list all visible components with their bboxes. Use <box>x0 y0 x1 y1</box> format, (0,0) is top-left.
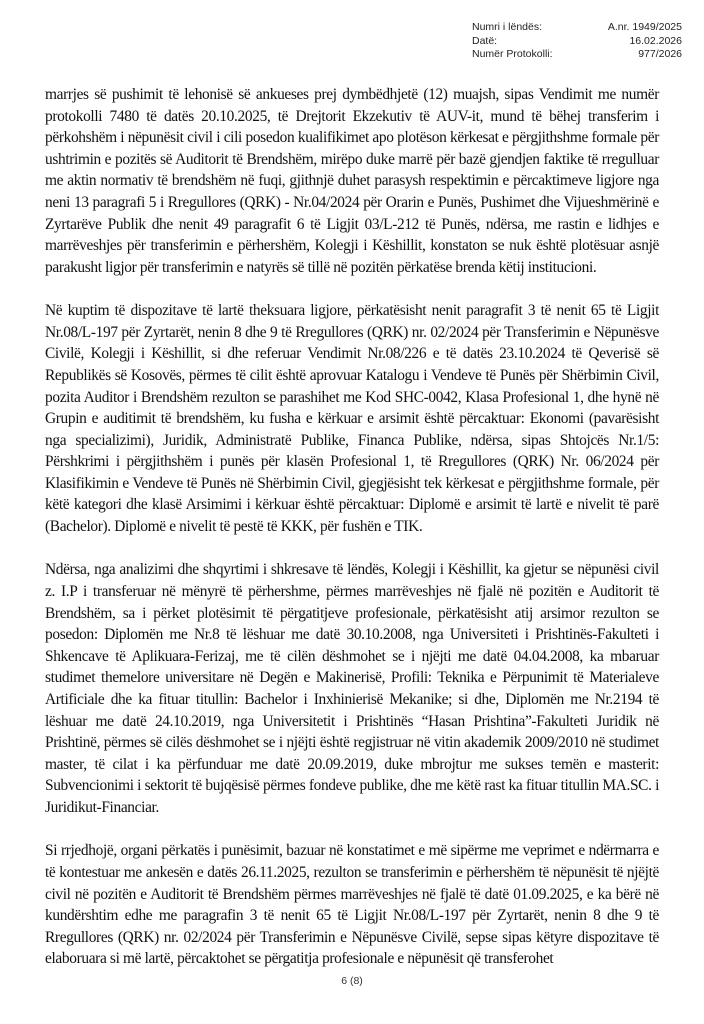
case-number-label: Numri i lëndës: <box>472 21 543 33</box>
document-body <box>45 84 659 992</box>
protocol-number-value: 977/2026 <box>638 48 682 60</box>
date-label: Datë: <box>472 34 498 47</box>
date-value: 16.02.2026 <box>629 34 682 47</box>
date-row <box>472 35 682 49</box>
paragraph: marrjes së pushimit të lehonisë së ankueses prej dymbëdhjetë (12) muajsh, sipas Vendimit me numër protokolli 7480 të datës 20.10.2025, të Drejtorit Ekzekutiv të AUV-it, mund të bëhej transferim i përkohshëm i nëpunësit civil i cili posedon kualifikimet apo plotëson kërkesat e përgjithshme formale për ushtrimin e pozitës së Auditorit të Brendshëm, mirëpo duke marrë për bazë gjendjen faktike të rregulluar me aktin normativ të brendshëm në fuqi, gjithnjë duhet parasysh respektimin e përcaktimeve ligjore nga neni 13 paragrafi 5 i Rregullores (QRK) - Nr.04/2024 për Orarin e Punës, Pushimet dhe Vijueshmërinë e Zyrtarëve Publik dhe nenit 49 paragrafit 6 të Ligjit 03/L-212 të Punës, ndërsa, me rastin e lidhjes e marrëveshjes për transferimin e përhershëm, Kolegji i Këshillit, konstaton se nuk është plotësuar asnjë parakusht ligjor për transferimin e natyrës së tillë në pozitën përkatëse brenda këtij institucioni. <box>45 86 659 276</box>
paragraph: Ndërsa, nga analizimi dhe shqyrtimi i shkresave të lëndës, Kolegji i Këshillit, ka gjetur se nëpunësi civil z. I.P i transferuar në mënyrë të përhershme, përmes marrëveshjes në fjalë në pozitën e Auditorit të Brendshëm, sa i përket plotësimit të përgatitjeve profesionale, përkatësisht atij arsimor rezulton se posedon: Diplomën me Nr.8 të lëshuar me datë 30.10.2008, nga Universiteti i Prishtinës-Fakulteti i Shkencave të Aplikuara-Ferizaj, me të cilën dëshmohet se i njëjti me datë 04.04.2008, ka mbaruar studimet themelore universitare në Degën e Makinerisë, Profili: Teknika e Përpunimit të Materialeve Artificiale dhe ka fituar titullin: Bachelor i Inxhinierisë Mekanike; si dhe, Diplomën me Nr.2194 të lëshuar me datë 24.10.2019, nga Universitetit i Prishtinës “Hasan Prishtina”-Fakulteti Juridik në Prishtinë, përmes së cilës dëshmohet se i njëjti është regjistruar në vitin akademik 2009/2010 në studimet master, të cilat i ka përfunduar me datë 20.09.2019, duke mbrojtur me sukses temën e masterit: Subvencionimi i sektorit të bujqësisë përmes fondeve publike, dhe me këtë rast ka fituar titullin MA.SC. i Juridikut-Financiar. <box>45 561 659 816</box>
paragraph: Në kuptim të dispozitave të lartë theksuara ligjore, përkatësisht nenit paragrafit 3 të nenit 65 të Ligjit Nr.08/L-197 për Zyrtarët, nenin 8 dhe 9 të Rregullores (QRK) nr. 02/2024 për Transferimin e Nëpunësve Civilë, Kolegji i Këshillit, si dhe referuar Vendimit Nr.08/226 e të datës 23.10.2024 të Qeverisë së Republikës së Kosovës, përmes të cilit është aprovuar Katalogu i Vendeve të Punës për Shërbimin Civil, pozita Auditor i Brendshëm rezulton se parashihet me Kod SHC-0042, Klasa Profesional 1, dhe hynë në Grupin e auditimit të brendshëm, ku fusha e kërkuar e arsimit është përcaktuar: Ekonomi (pavarësisht nga specializimi), Juridik, Administratë Publike, Financa Publike, ndërsa, sipas Shtojcës Nr.1/5: Përshkrimi i përgjithshëm i punës për klasën Profesional 1, të Rregullores (QRK) Nr. 06/2024 për Klasifikimin e Vendeve të Punës në Shërbimin Civil, gjegjësisht tek kërkesat e përgjithshme formale, për këtë kategori dhe klasë Arsimimi i kërkuar është përcaktuar: Diplomë e arsimit të lartë e nivelit të parë (Bachelor). Diplomë e nivelit të pestë të KKK, për fushën e TIK. <box>45 302 659 536</box>
case-number-row <box>472 21 682 35</box>
page-number: 6 (8) <box>341 975 363 987</box>
case-metadata <box>472 21 682 62</box>
protocol-number-label: Numër Protokolli: <box>472 48 553 60</box>
protocol-number-row <box>472 48 682 62</box>
paragraph: Si rrjedhojë, organi përkatës i punësimit, bazuar në konstatimet e më sipërme me veprimet e ndërmarra e të kontestuar me ankesën e datës 26.11.2025, rezulton se transferimin e përhershëm të nëpunësit të njëjtë civil në pozitën e Auditorit të Brendshëm përmes marrëveshjes në fjalë të datë 01.09.2025, e ka bërë në kundërshtim edhe me paragrafin 3 të nenit 65 të Ligjit Nr.08/L-197 për Zyrtarët, nenin 8 dhe 9 të Rregullores (QRK) nr. 02/2024 për Transferimin e Nëpunësve Civilë, sepse sipas këtyre dispozitave të elaboruara si më lartë, përcaktohet se përgatitja profesionale e nëpunësit që transferohet <box>45 842 659 968</box>
case-number-value: A.nr. 1949/2025 <box>607 21 682 33</box>
